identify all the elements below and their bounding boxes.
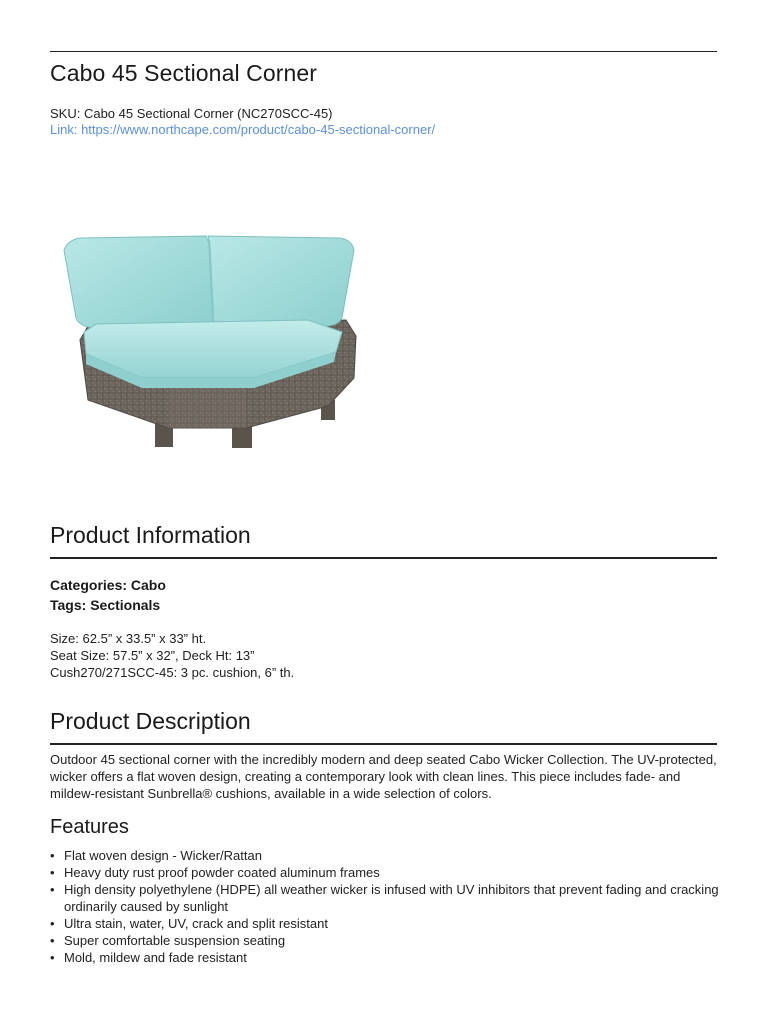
list-item: • Flat woven design - Wicker/Rattan	[64, 847, 731, 864]
page-title: Cabo 45 Sectional Corner	[50, 60, 318, 86]
product-description-divider	[50, 743, 717, 745]
product-information-heading: Product Information	[50, 522, 251, 548]
spec-seat-size: Seat Size: 57.5” x 32”, Deck Ht: 13”	[50, 648, 255, 663]
list-item: • Super comfortable suspension seating	[64, 932, 731, 949]
product-description-text: Outdoor 45 sectional corner with the incredibly modern and deep seated Cabo Wicker Collection. The UV-protected, wicker offers a flat woven design, creating a contemporary look with clean lines. This piece includes fade- and mildew-resistant Sunbrella® cushions, available in a wide selection of colors.	[50, 752, 717, 801]
product-link[interactable]: Link: https://www.northcape.com/product/cabo-45-sectional-corner/	[50, 122, 436, 137]
categories-text: Categories: Cabo	[50, 577, 166, 593]
features-list	[50, 847, 731, 966]
sku-text: SKU: Cabo 45 Sectional Corner (NC270SCC-45)	[50, 106, 333, 121]
list-item: • Heavy duty rust proof powder coated aluminum frames	[64, 864, 731, 881]
product-information-divider	[50, 557, 717, 559]
top-divider	[50, 51, 717, 52]
list-item: • Ultra stain, water, UV, crack and split resistant	[64, 915, 731, 932]
wicker-sectional-corner-chair-image	[58, 228, 368, 458]
features-heading: Features	[50, 816, 129, 838]
list-item: • Mold, mildew and fade resistant	[64, 949, 731, 966]
tags-text: Tags: Sectionals	[50, 597, 161, 613]
product-description-heading: Product Description	[50, 708, 251, 734]
list-item: • High density polyethylene (HDPE) all weather wicker is infused with UV inhibitors that prevent fading and cracking ordinarily caused by sunlight	[64, 881, 731, 915]
spec-cushion: Cush270/271SCC-45: 3 pc. cushion, 6” th.	[50, 665, 295, 680]
spec-size: Size: 62.5” x 33.5” x 33” ht.	[50, 631, 207, 646]
